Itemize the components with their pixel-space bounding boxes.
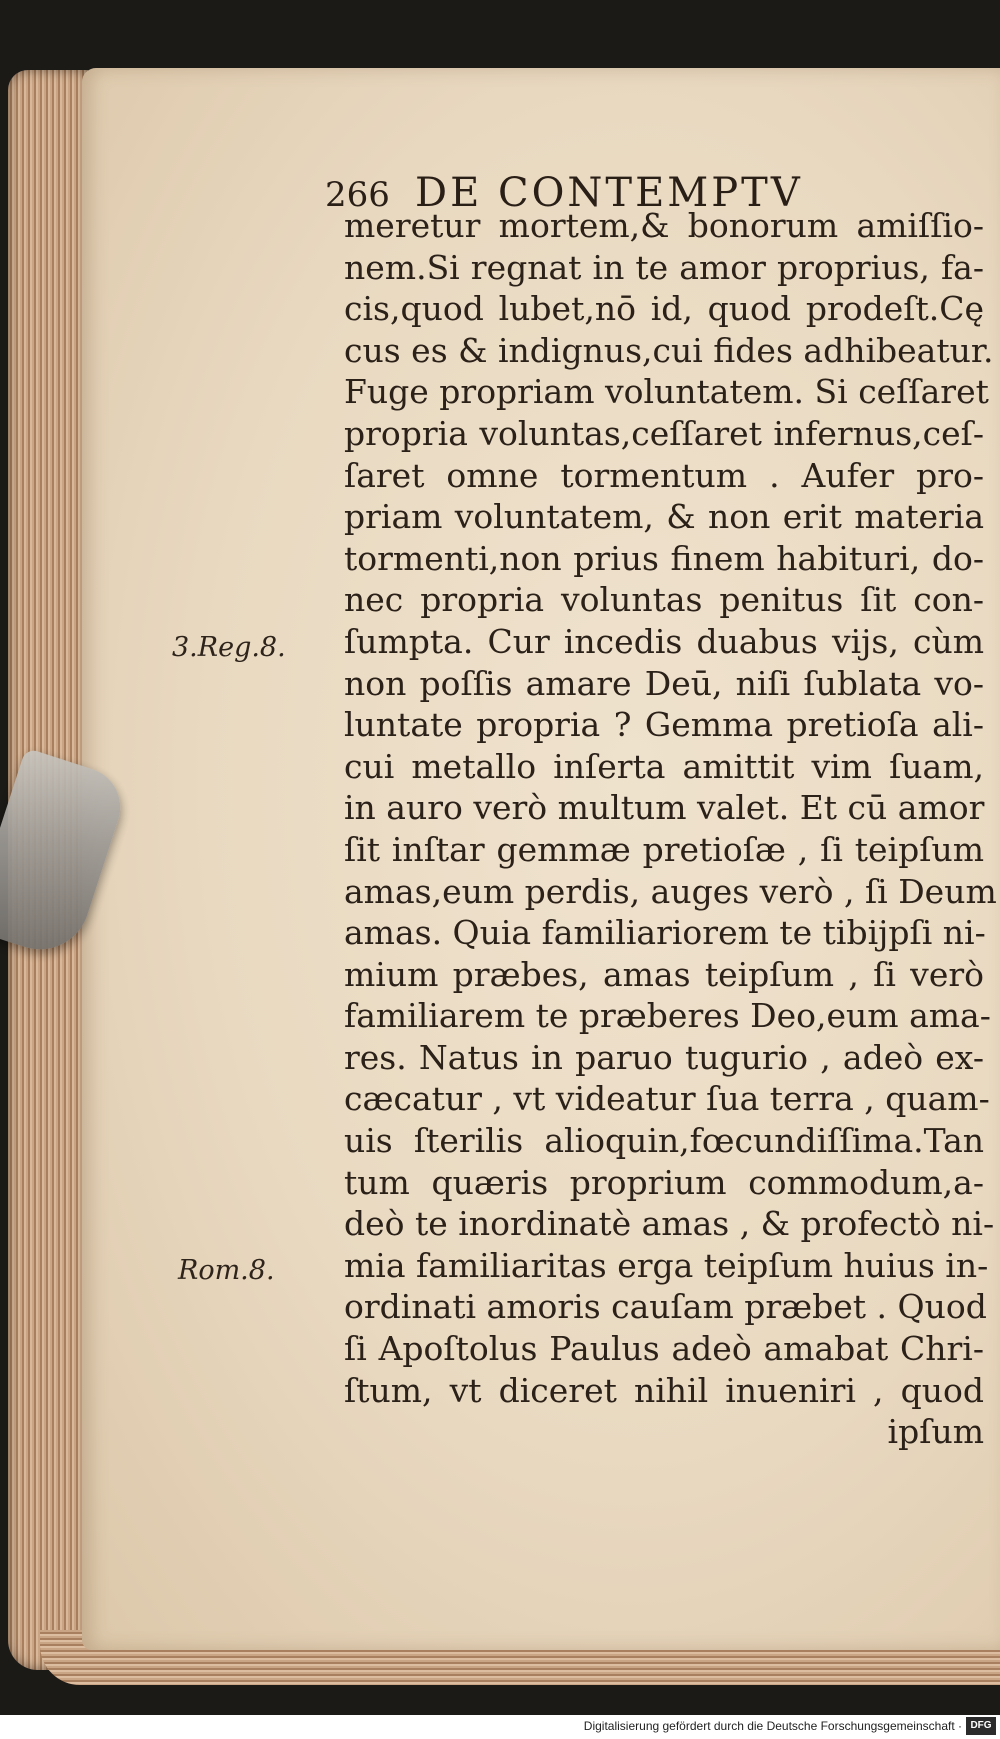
text-line: ordinati amoris cauſam præbet . Quod bbox=[344, 1287, 987, 1327]
text-line: in auro verò multum valet. Et cū amor bbox=[344, 788, 985, 828]
text-line: ſaret omne tormentum . Aufer pro- bbox=[344, 455, 984, 495]
text-line: nem.Si regnat in te amor proprius, fa- bbox=[344, 247, 984, 287]
text-line: ſit inſtar gemmæ pretioſæ , ſi teipſum bbox=[344, 829, 984, 869]
margin-note-reg: 3.Reg.8. bbox=[172, 632, 286, 663]
text-line: cis,quod lubet,nō id, quod prodeſt.Cę bbox=[344, 289, 984, 329]
text-line: res. Natus in paruo tugurio , adeò ex- bbox=[344, 1037, 984, 1077]
page-number: 266 bbox=[325, 175, 390, 215]
text-line: nec propria voluntas penitus ſit con- bbox=[344, 580, 984, 620]
text-line: cui metallo inſerta amittit vim ſuam, bbox=[344, 746, 984, 786]
text-line: cæcatur , vt videatur ſua terra , quam- bbox=[344, 1079, 990, 1119]
text-line: ſtum, vt diceret nihil inueniri , quod bbox=[344, 1370, 984, 1410]
text-line: deò te inordinatè amas , & profectò ni- bbox=[344, 1204, 995, 1244]
text-line: priam voluntatem, & non erit materia bbox=[344, 497, 984, 537]
page-text bbox=[344, 205, 997, 1453]
text-line: amas. Quia familiariorem te tibijpſi ni- bbox=[344, 913, 986, 953]
text-line: familiarem te præberes Deo,eum ama- bbox=[344, 996, 991, 1036]
digitization-credit: Digitalisierung gefördert durch die Deutsche Forschungsgemeinschaft · bbox=[583, 1719, 962, 1733]
text-line: mium præbes, amas teipſum , ſi verò bbox=[344, 954, 984, 994]
text-line: non poſſis amare Deū, niſi ſublata vo- bbox=[344, 663, 984, 703]
margin-note-rom: Rom.8. bbox=[178, 1255, 275, 1286]
text-line: meretur mortem,& bonorum amiſſio- bbox=[344, 206, 984, 245]
text-line: ſumpta. Cur incedis duabus vijs, cùm bbox=[344, 621, 984, 661]
text-line: ſi Apoſtolus Paulus adeò amabat Chri- bbox=[344, 1329, 984, 1369]
text-line: tormenti,non prius finem habituri, do- bbox=[344, 538, 984, 578]
text-line: cus es & indignus,cui fides adhibeatur. bbox=[344, 330, 994, 370]
dfg-logo: DFG bbox=[966, 1717, 996, 1735]
catchword: ipſum bbox=[887, 1412, 984, 1452]
text-line: propria voluntas,ceſſaret infernus,ceſ- bbox=[344, 413, 984, 453]
text-line: luntate propria ? Gemma pretioſa ali- bbox=[344, 705, 984, 745]
text-line: mia familiaritas erga teipſum huius in- bbox=[344, 1245, 989, 1285]
running-title: DE CONTEMPTV bbox=[415, 170, 803, 216]
text-line: tum quæris proprium commodum,a- bbox=[344, 1162, 984, 1202]
text-line: amas,eum perdis, auges verò , ſi Deum bbox=[344, 871, 997, 911]
text-line: Fuge propriam voluntatem. Si ceſſaret bbox=[344, 372, 989, 412]
text-line: uis ſterilis alioquin,fœcundiſſima.Tan bbox=[344, 1121, 984, 1161]
